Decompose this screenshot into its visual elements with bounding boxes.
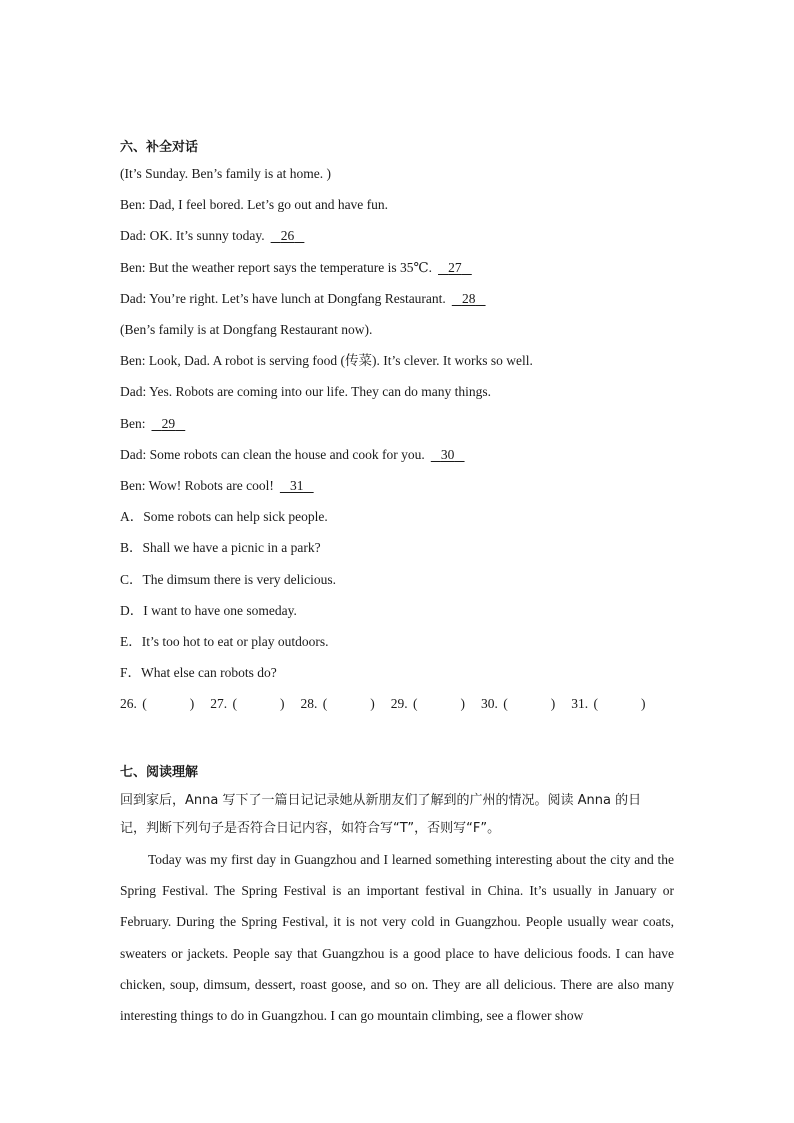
dialogue-line: Dad: Yes. Robots are coming into our life. They can do many things.	[120, 384, 491, 399]
answer-slot-30[interactable]: 30. ( )	[481, 696, 556, 711]
dialogue-line: (Ben’s family is at Dongfang Restaurant now).	[120, 322, 373, 337]
dialogue-line: (It’s Sunday. Ben’s family is at home. )	[120, 166, 331, 181]
answer-slot-26[interactable]: 26. ( )	[120, 696, 195, 711]
reading-passage: Today was my first day in Guangzhou and I learned something interesting about the city and the Spring Festival. The Spring Festival is an important festival in China. It’s usually in January or February. During the Spring Festival, it is not very cold in Guangzhou. People usually wear coats, sweaters or jackets. People say that Guangzhou is a good place to have delicious foods. I can have chicken, soup, dimsum, dessert, roast goose, and so on. They are all delicious. There are also many interesting things to do in Guangzhou. I can go mountain climbing, see a flower show	[120, 852, 674, 1024]
dialogue-line: Ben: Wow! Robots are cool! 31	[120, 477, 314, 495]
answer-slot-28[interactable]: 28. ( )	[300, 696, 375, 711]
option-e: E．It’s too hot to eat or play outdoors.	[120, 634, 329, 649]
answer-slot-29[interactable]: 29. ( )	[390, 696, 465, 711]
blank-30[interactable]: 30	[440, 447, 455, 462]
instruction-line-1: 回到家后，Anna 写下了一篇日记记录她从新朋友们了解到的广州的情况。阅读 Anna 的日	[120, 793, 642, 808]
dialogue-line: Dad: Some robots can clean the house and cook for you. 30	[120, 446, 465, 464]
dialogue-line: Ben: Dad, I feel bored. Let’s go out and have fun.	[120, 197, 389, 212]
dialogue-line: Ben: Look, Dad. A robot is serving food (传菜). It’s clever. It works so well.	[120, 353, 533, 368]
blank-26[interactable]: 26	[280, 228, 295, 243]
option-d: D．I want to have one someday.	[120, 603, 297, 618]
section-7-heading: 七、阅读理解	[120, 765, 199, 780]
blank-28[interactable]: 28	[461, 291, 476, 306]
answer-slot-27[interactable]: 27. ( )	[210, 696, 285, 711]
section-6-heading: 六、补全对话	[120, 140, 199, 155]
answer-row	[120, 695, 662, 713]
instruction-line-2: 记，判断下列句子是否符合日记内容，如符合写“T”，否则写“F”。	[120, 821, 501, 836]
dialogue-line: Ben: But the weather report says the temperature is 35℃. 27	[120, 259, 472, 277]
blank-31[interactable]: 31	[290, 478, 304, 493]
option-b: B．Shall we have a picnic in a park?	[120, 540, 321, 555]
dialogue-line: Dad: OK. It’s sunny today. 26	[120, 227, 304, 245]
option-f: F．What else can robots do?	[120, 665, 277, 680]
option-c: C．The dimsum there is very delicious.	[120, 572, 336, 587]
dialogue-line: Dad: You’re right. Let’s have lunch at Dongfang Restaurant. 28	[120, 290, 486, 308]
blank-27[interactable]: 27	[448, 260, 462, 275]
dialogue-line: Ben: 29	[120, 415, 185, 433]
blank-29[interactable]: 29	[161, 416, 176, 431]
answer-slot-31[interactable]: 31. ( )	[571, 696, 646, 711]
option-a: A．Some robots can help sick people.	[120, 509, 328, 524]
